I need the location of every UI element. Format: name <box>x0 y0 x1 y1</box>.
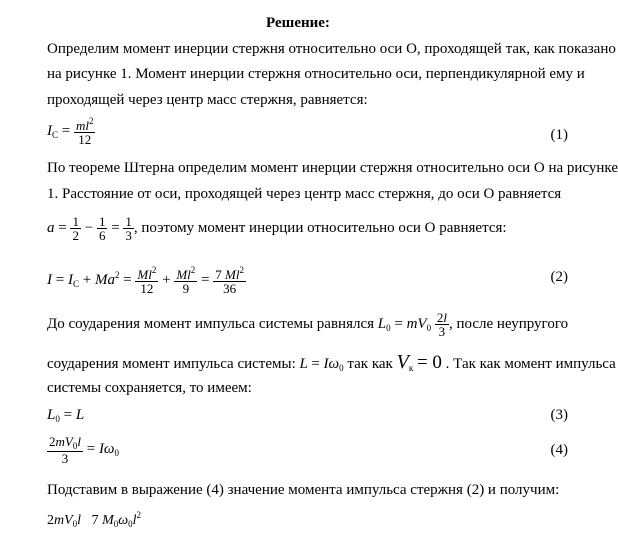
equation-number-2: (2) <box>550 269 568 285</box>
paragraph-line: проходящей через центр масс стержня, равняется: <box>47 92 368 108</box>
equation-number-1: (1) <box>550 127 568 143</box>
equation-number-4: (4) <box>550 442 568 458</box>
distance-formula: a = $\frac{1}{2}$ − $\frac{1}{6}$ = $\frac{1}{3}$ , поэтому момент инерции относительно оси О равняется: <box>47 214 507 244</box>
paragraph-line: По теореме Штерна определим момент инерции стержня относительно оси О на рисунке <box>47 160 618 176</box>
equation-number-3: (3) <box>550 407 568 423</box>
paragraph-line: Подставим в выражение (4) значение момента импульса стержня (2) и получим: <box>47 482 560 498</box>
paragraph-text: , после неупругого <box>448 316 569 332</box>
equation-4: $\frac{2mV_0l}{3}$ = $I\omega_0$ <box>49 433 120 466</box>
equation-3: $L_0 = L$ <box>47 407 85 424</box>
distance-caption: , поэтому момент инерции относительно оси О равняется: <box>133 220 507 236</box>
paragraph-line: системы сохраняется, то имеем: <box>47 380 252 396</box>
paragraph-text: . Так как момент импульса <box>445 356 616 372</box>
equation-1: $I_C$ = $\frac{ml^2}{12}$ <box>47 116 94 148</box>
paragraph-text: соударения момент импульса системы: <box>47 356 296 372</box>
partial-equation: $2mV_0l$ 7 $M_0\omega_0l^2$ <box>47 510 142 529</box>
paragraph-line: До соударения момент импульса системы равнялся $L_0 = mV_0$ $\frac{2l}{3}$ , после неупругого <box>47 310 569 340</box>
paragraph-line: Определим момент инерции стержня относительно оси О, проходящей так, как показано <box>47 41 616 57</box>
paragraph-text: До соударения момент импульса системы равнялся <box>47 316 375 332</box>
solution-heading: Решение: <box>266 15 330 31</box>
equation-2: $I = I_C + Ma^2$ = $\frac{Ml^2}{12}$ + $\frac{Ml^2}{9}$ = $\frac{7 Ml^2}{36}$ <box>47 265 244 297</box>
paragraph-line: соударения момент импульса системы: $L = I\omega_0$ так как $V_к = 0$ . Так как момент импульса <box>47 351 616 373</box>
paragraph-line: на рисунке 1. Момент инерции стержня относительно оси, перпендикулярной ему и <box>47 66 585 82</box>
paragraph-text: так как <box>347 356 393 372</box>
paragraph-line: 1. Расстояние от оси, проходящей через центр масс стержня, до оси О равняется <box>47 186 562 202</box>
